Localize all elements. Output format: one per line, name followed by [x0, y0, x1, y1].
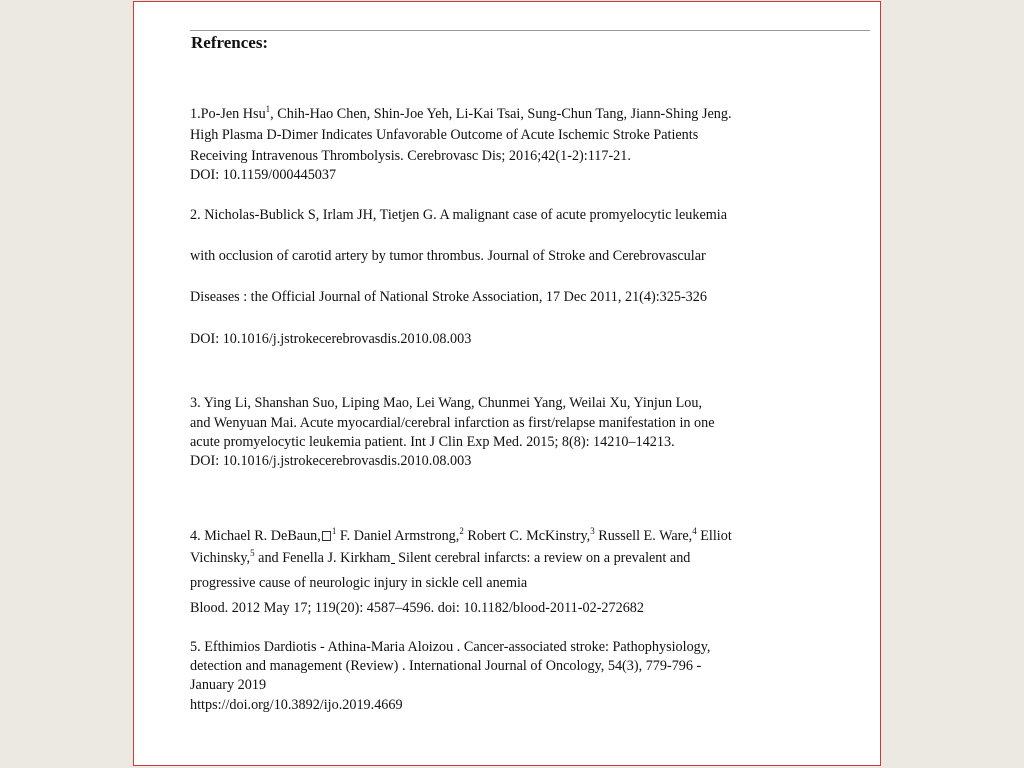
reference-4-title: Silent cerebral infarcts: a review on a prevalent and — [394, 550, 691, 566]
reference-4-author: Robert C. McKinstry, — [463, 528, 591, 544]
document-page — [133, 1, 881, 766]
reference-1-line-1 — [190, 104, 732, 124]
reference-4-line-3: progressive cause of neurologic injury in sickle cell anemia — [190, 575, 528, 591]
superscript: 4 — [692, 526, 697, 536]
reference-4-author: Vichinsky, — [190, 550, 251, 566]
reference-5-line-1: 5. Efthimios Dardiotis - Athina-Maria Aloizou . Cancer-associated stroke: Pathophysiology, — [190, 639, 711, 655]
superscript: 1 — [265, 104, 271, 114]
reference-1-line-2: High Plasma D-Dimer Indicates Unfavorable Outcome of Acute Ischemic Stroke Patients — [190, 127, 699, 143]
reference-3-doi: DOI: 10.1016/j.jstrokecerebrovasdis.2010.08.003 — [190, 453, 472, 469]
reference-4-author: and Fenella J. Kirkham — [254, 550, 391, 566]
reference-3-line-3: acute promyelocytic leukemia patient. Int J Clin Exp Med. 2015; 8(8): 14210–14213. — [190, 434, 675, 450]
reference-3-line-1: 3. Ying Li, Shanshan Suo, Liping Mao, Lei Wang, Chunmei Yang, Weilai Xu, Yinjun Lou, — [190, 395, 702, 411]
reference-2-line-1: 2. Nicholas-Bublick S, Irlam JH, Tietjen G. A malignant case of acute promyelocytic leukemia — [190, 207, 728, 223]
superscript: 1 — [331, 526, 337, 536]
reference-1-doi: DOI: 10.1159/000445037 — [190, 167, 337, 183]
reference-4-author: 4. Michael R. DeBaun, — [190, 528, 321, 544]
superscript: 5 — [250, 548, 255, 558]
reference-5-line-3: January 2019 — [190, 677, 267, 693]
missing-glyph-icon — [322, 531, 331, 541]
reference-4-line-2 — [190, 548, 690, 568]
references-heading: Refrences: — [191, 33, 269, 52]
reference-1-line-3: Receiving Intravenous Thrombolysis. Cerebrovasc Dis; 2016;42(1-2):117-21. — [190, 148, 631, 164]
reference-5-link[interactable]: https://doi.org/10.3892/ijo.2019.4669 — [190, 697, 403, 713]
reference-4-line-1 — [190, 526, 732, 546]
reference-4-author: F. Daniel Armstrong, — [336, 528, 460, 544]
reference-4-author: Russell E. Ware, — [594, 528, 693, 544]
reference-4-doi: Blood. 2012 May 17; 119(20): 4587–4596. doi: 10.1182/blood-2011-02-272682 — [190, 600, 644, 616]
reference-5-line-2: detection and management (Review) . International Journal of Oncology, 54(3), 779-796 - — [190, 658, 702, 674]
superscript: 2 — [459, 526, 464, 536]
reference-2-line-2: with occlusion of carotid artery by tumor thrombus. Journal of Stroke and Cerebrovascular — [190, 248, 706, 264]
reference-2-line-3: Diseases : the Official Journal of National Stroke Association, 17 Dec 2011, 21(4):325-326 — [190, 289, 707, 305]
reference-1-author: 1.Po-Jen Hsu — [190, 106, 266, 122]
reference-1-authors: , Chih-Hao Chen, Shin-Joe Yeh, Li-Kai Tsai, Sung-Chun Tang, Jiann-Shing Jeng. — [270, 106, 732, 122]
superscript: 3 — [590, 526, 595, 536]
header-rule — [190, 30, 870, 31]
reference-2-doi: DOI: 10.1016/j.jstrokecerebrovasdis.2010.08.003 — [190, 331, 472, 347]
reference-3-line-2: and Wenyuan Mai. Acute myocardial/cerebral infarction as first/relapse manifestation in one — [190, 415, 715, 431]
reference-4-author: Elliot — [696, 528, 732, 544]
